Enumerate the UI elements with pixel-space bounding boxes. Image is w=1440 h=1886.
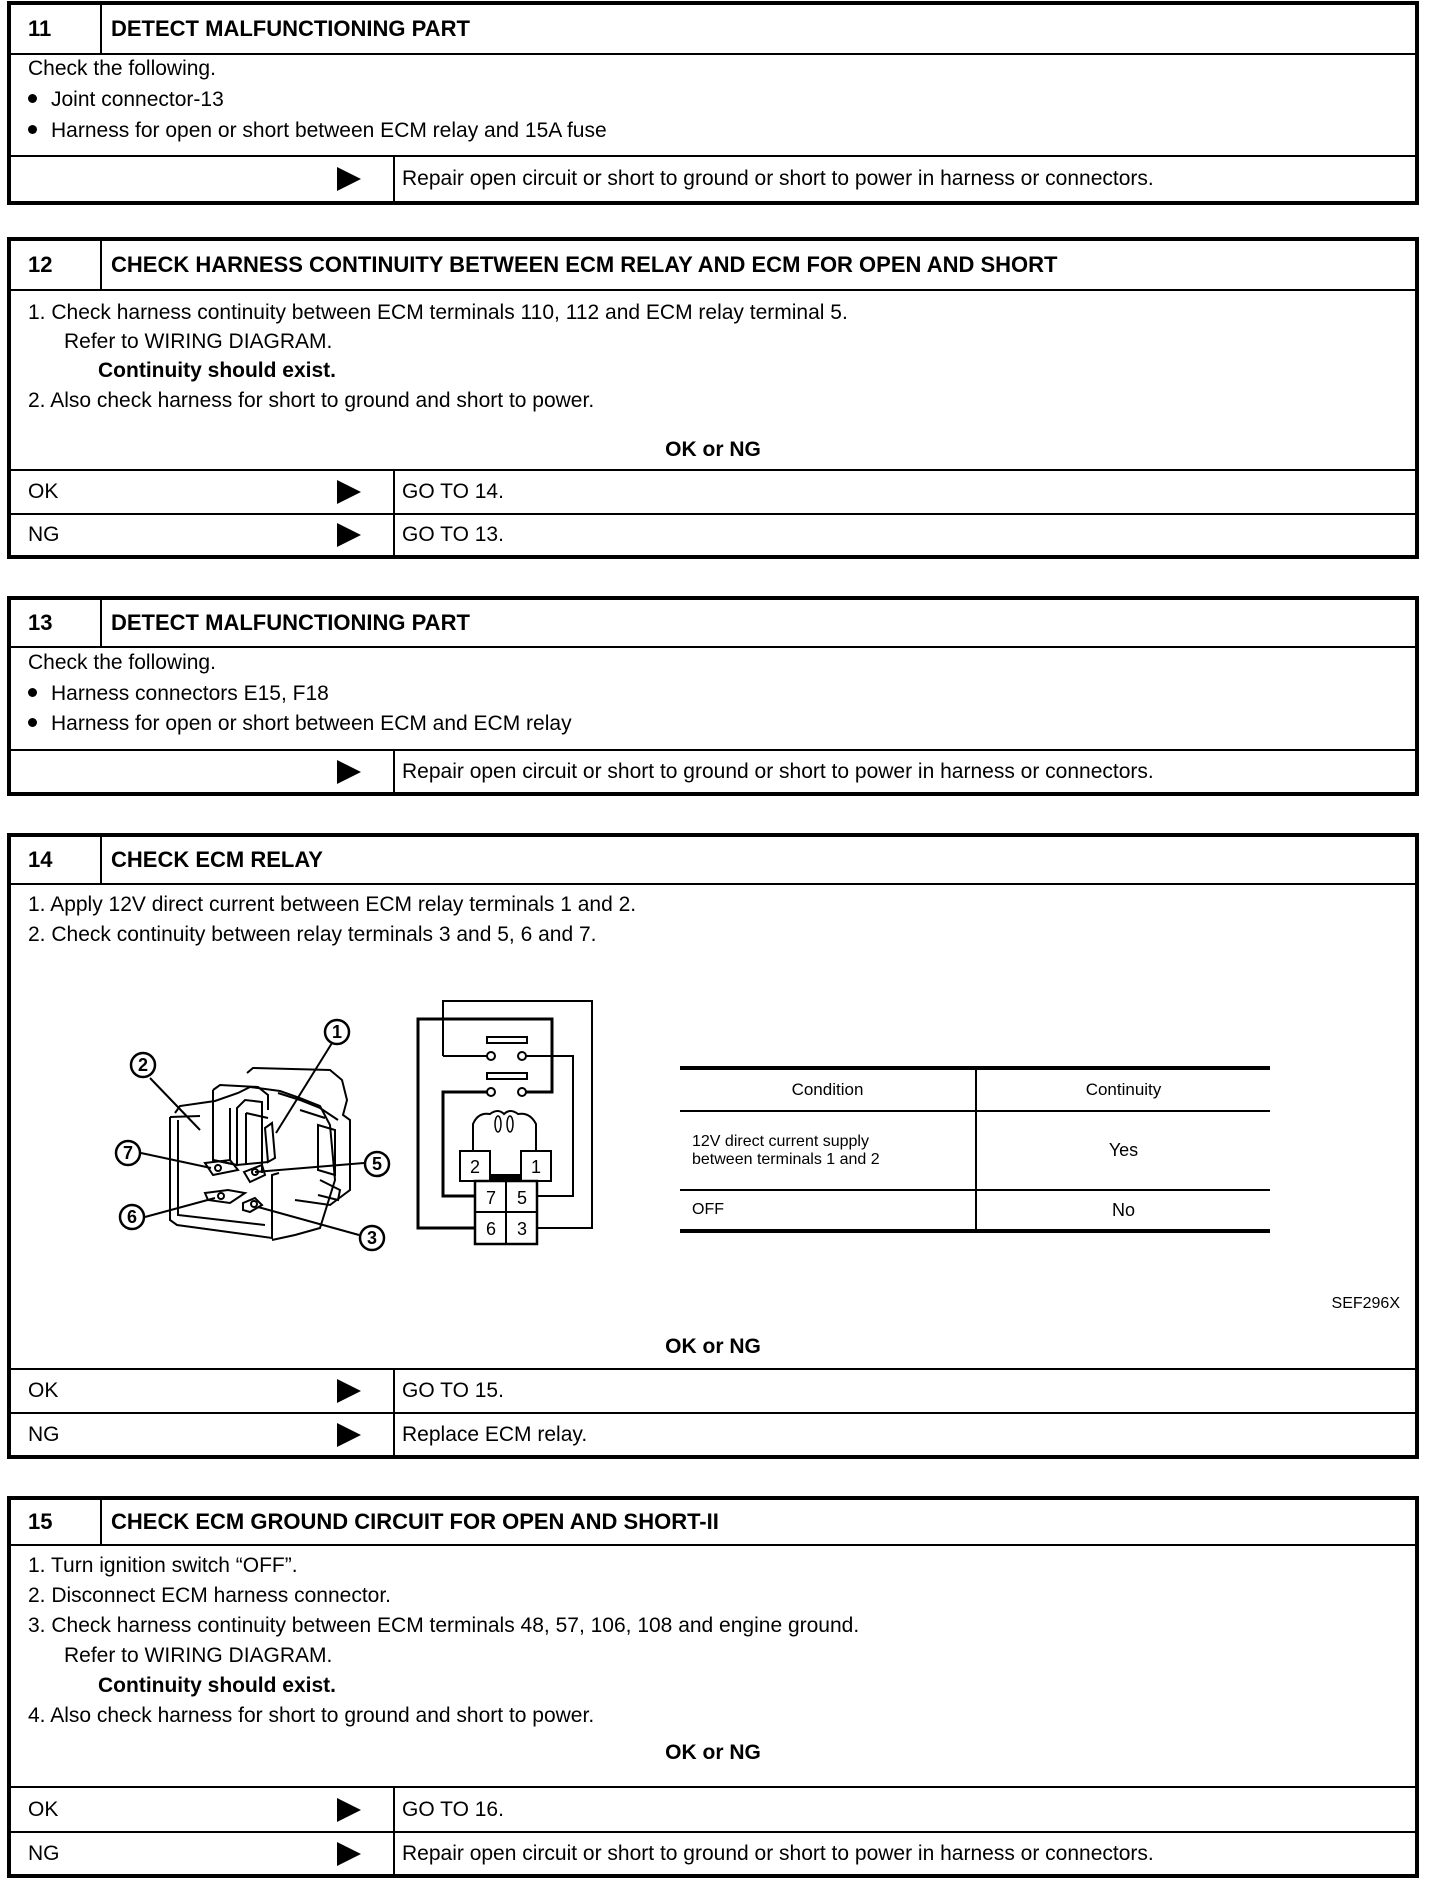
column-header-condition: Condition — [680, 1068, 976, 1111]
instruction-line: 4. Also check harness for short to ground and short to power. — [28, 1704, 595, 1727]
instruction-line: 1. Turn ignition switch “OFF”. — [28, 1554, 298, 1577]
step-title: CHECK HARNESS CONTINUITY BETWEEN ECM RELAY AND ECM FOR OPEN AND SHORT — [111, 252, 1058, 277]
spec-text: Continuity should exist. — [98, 359, 337, 382]
result-row-ok — [11, 1368, 1415, 1412]
step-number: 11 — [11, 5, 102, 53]
terminal-7: 7 — [485, 1188, 497, 1208]
arrow-right-icon — [337, 1842, 361, 1866]
arrow-right-icon — [337, 760, 361, 784]
table-row — [680, 1111, 1270, 1190]
instruction-line: 2. Also check harness for short to ground and short to power. — [28, 389, 595, 412]
condition-cell — [680, 1111, 976, 1190]
result-condition: NG — [28, 523, 60, 546]
terminal-1: 1 — [530, 1157, 542, 1177]
figure-code: SEF296X — [1331, 1295, 1400, 1312]
step-header — [11, 5, 1415, 55]
result-action: GO TO 13. — [393, 515, 1415, 555]
callout-6: 6 — [126, 1207, 138, 1227]
relay-schematic — [410, 995, 610, 1255]
step-title: DETECT MALFUNCTIONING PART — [111, 610, 470, 635]
result-condition: OK — [28, 480, 59, 503]
step-title: DETECT MALFUNCTIONING PART — [111, 16, 470, 41]
action-text: Repair open circuit or short to ground or short to power in harness or connectors. — [393, 157, 1415, 201]
condition-line: between terminals 1 and 2 — [692, 1150, 880, 1168]
bullet-item: Harness for open or short between ECM and ECM relay — [28, 712, 572, 736]
step-11 — [7, 1, 1419, 205]
bullet-item: Harness for open or short between ECM relay and 15A fuse — [28, 119, 607, 143]
result-action: GO TO 14. — [393, 471, 1415, 513]
result-condition: OK — [28, 1797, 59, 1821]
terminal-5: 5 — [516, 1188, 528, 1208]
callout-5: 5 — [371, 1154, 383, 1174]
step-12 — [7, 237, 1419, 559]
result-row-ok — [11, 1786, 1415, 1831]
instruction-line: Refer to WIRING DIAGRAM. — [64, 330, 333, 353]
instruction-line: 2. Disconnect ECM harness connector. — [28, 1584, 392, 1607]
terminal-3: 3 — [516, 1219, 528, 1239]
action-row — [11, 749, 1415, 792]
step-header — [11, 241, 1415, 291]
continuity-cell: No — [976, 1190, 1270, 1231]
intro-text: Check the following. — [28, 651, 216, 674]
callout-1: 1 — [331, 1022, 343, 1042]
column-header-continuity: Continuity — [976, 1068, 1270, 1111]
arrow-right-icon — [337, 480, 361, 504]
callout-2: 2 — [137, 1055, 149, 1075]
result-action: GO TO 16. — [393, 1788, 1415, 1831]
step-header — [11, 837, 1415, 885]
result-condition: NG — [28, 1841, 60, 1865]
condition-cell: OFF — [692, 1201, 724, 1218]
continuity-cell: Yes — [976, 1111, 1270, 1190]
instruction-line: 3. Check harness continuity between ECM terminals 48, 57, 106, 108 and engine ground. — [28, 1614, 860, 1637]
result-row-ng — [11, 1412, 1415, 1455]
step-15 — [7, 1496, 1419, 1878]
relay-illustration — [100, 990, 400, 1270]
step-number: 15 — [11, 1500, 102, 1544]
callout-3: 3 — [366, 1228, 378, 1248]
arrow-right-icon — [337, 1423, 361, 1447]
bullet-item: Harness connectors E15, F18 — [28, 682, 329, 706]
result-action: Repair open circuit or short to ground or short to power in harness or connectors. — [393, 1833, 1415, 1874]
ok-or-ng-label: OK or NG — [665, 1335, 761, 1358]
step-number: 13 — [11, 600, 102, 646]
ok-or-ng-label: OK or NG — [665, 1741, 761, 1764]
instruction-line: 1. Apply 12V direct current between ECM relay terminals 1 and 2. — [28, 893, 637, 916]
condition-line: 12V direct current supply — [692, 1132, 869, 1150]
step-number: 14 — [11, 837, 102, 883]
instruction-line: 2. Check continuity between relay terminals 3 and 5, 6 and 7. — [28, 923, 597, 946]
arrow-right-icon — [337, 167, 361, 191]
terminal-2: 2 — [469, 1157, 481, 1177]
intro-text: Check the following. — [28, 57, 216, 80]
step-title: CHECK ECM GROUND CIRCUIT FOR OPEN AND SHORT-II — [111, 1509, 719, 1534]
action-text: Repair open circuit or short to ground or short to power in harness or connectors. — [393, 751, 1415, 792]
result-row-ng — [11, 513, 1415, 555]
bullet-item: Joint connector-13 — [28, 88, 224, 112]
instruction-line: 1. Check harness continuity between ECM terminals 110, 112 and ECM relay terminal 5. — [28, 301, 848, 324]
step-number: 12 — [11, 241, 102, 289]
step-13 — [7, 596, 1419, 796]
ok-or-ng-label: OK or NG — [665, 438, 761, 461]
result-action: Replace ECM relay. — [393, 1414, 1415, 1455]
callout-7: 7 — [122, 1143, 134, 1163]
continuity-table — [680, 1066, 1270, 1233]
terminal-6: 6 — [485, 1219, 497, 1239]
step-title: CHECK ECM RELAY — [111, 847, 323, 872]
table-row — [680, 1190, 1270, 1231]
instruction-line: Refer to WIRING DIAGRAM. — [64, 1644, 333, 1667]
result-row-ng — [11, 1831, 1415, 1874]
arrow-right-icon — [337, 1379, 361, 1403]
arrow-right-icon — [337, 523, 361, 547]
step-header — [11, 600, 1415, 648]
action-row — [11, 155, 1415, 201]
result-action: GO TO 15. — [393, 1370, 1415, 1412]
arrow-right-icon — [337, 1798, 361, 1822]
result-condition: OK — [28, 1379, 59, 1402]
step-header — [11, 1500, 1415, 1546]
spec-text: Continuity should exist. — [98, 1674, 337, 1697]
result-row-ok — [11, 469, 1415, 513]
result-condition: NG — [28, 1422, 60, 1446]
